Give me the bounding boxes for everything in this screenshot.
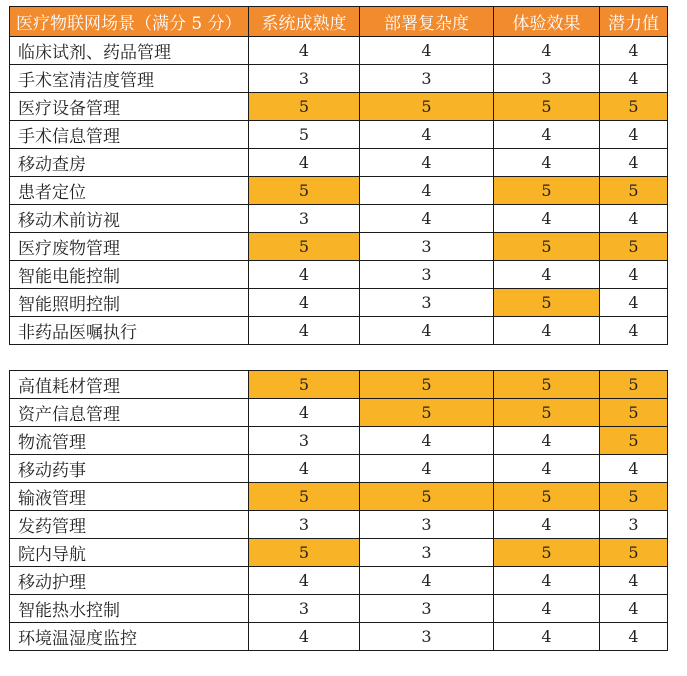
score-cell: 4	[494, 261, 600, 289]
score-cell: 5	[494, 371, 600, 399]
table-row	[10, 511, 668, 539]
table-row	[10, 455, 668, 483]
score-cell: 4	[600, 121, 668, 149]
table-row	[10, 37, 668, 65]
table-top-body	[10, 37, 668, 345]
score-cell: 4	[249, 399, 360, 427]
scenario-name-cell: 智能照明控制	[10, 289, 249, 317]
score-cell: 5	[494, 483, 600, 511]
scenario-name-cell: 医疗设备管理	[10, 93, 249, 121]
score-cell: 3	[249, 65, 360, 93]
scenario-name-cell: 移动术前访视	[10, 205, 249, 233]
score-cell: 5	[360, 399, 494, 427]
score-cell: 5	[249, 371, 360, 399]
score-cell: 5	[494, 177, 600, 205]
header-experience: 体验效果	[494, 7, 600, 37]
scenario-table-bottom	[9, 370, 668, 651]
score-cell: 4	[360, 149, 494, 177]
score-cell: 3	[360, 289, 494, 317]
score-cell: 5	[494, 399, 600, 427]
score-cell: 5	[249, 121, 360, 149]
table-row	[10, 93, 668, 121]
score-cell: 4	[494, 317, 600, 345]
score-cell: 5	[249, 93, 360, 121]
table-row	[10, 371, 668, 399]
scenario-name-cell: 资产信息管理	[10, 399, 249, 427]
scenario-name-cell: 医疗废物管理	[10, 233, 249, 261]
table-row	[10, 539, 668, 567]
score-cell: 5	[600, 539, 668, 567]
scenario-name-cell: 非药品医嘱执行	[10, 317, 249, 345]
table-row	[10, 177, 668, 205]
score-cell: 4	[360, 317, 494, 345]
score-cell: 5	[360, 371, 494, 399]
score-cell: 5	[600, 371, 668, 399]
score-cell: 4	[600, 317, 668, 345]
score-cell: 5	[249, 233, 360, 261]
table-row	[10, 261, 668, 289]
score-cell: 5	[494, 289, 600, 317]
score-cell: 4	[360, 177, 494, 205]
score-cell: 5	[249, 177, 360, 205]
score-cell: 4	[600, 205, 668, 233]
header-potential: 潜力值	[600, 7, 668, 37]
scenario-name-cell: 智能电能控制	[10, 261, 249, 289]
score-cell: 5	[249, 539, 360, 567]
score-cell: 4	[600, 37, 668, 65]
score-cell: 4	[494, 623, 600, 651]
scenario-name-cell: 移动药事	[10, 455, 249, 483]
table-row	[10, 567, 668, 595]
scenario-name-cell: 智能热水控制	[10, 595, 249, 623]
score-cell: 4	[249, 455, 360, 483]
score-cell: 5	[249, 483, 360, 511]
score-cell: 4	[494, 121, 600, 149]
score-cell: 4	[360, 427, 494, 455]
scenario-name-cell: 移动护理	[10, 567, 249, 595]
score-cell: 4	[494, 511, 600, 539]
header-row	[10, 7, 668, 37]
table-row	[10, 595, 668, 623]
score-cell: 3	[360, 511, 494, 539]
table-row	[10, 121, 668, 149]
table-bottom-body	[10, 371, 668, 651]
score-cell: 4	[494, 567, 600, 595]
score-cell: 4	[494, 595, 600, 623]
score-cell: 5	[600, 427, 668, 455]
scenario-name-cell: 环境温湿度监控	[10, 623, 249, 651]
score-cell: 4	[249, 37, 360, 65]
scenario-name-cell: 物流管理	[10, 427, 249, 455]
score-cell: 3	[249, 595, 360, 623]
scenario-name-cell: 发药管理	[10, 511, 249, 539]
header-complexity: 部署复杂度	[360, 7, 494, 37]
scenario-name-cell: 输液管理	[10, 483, 249, 511]
score-cell: 5	[360, 483, 494, 511]
score-cell: 3	[360, 65, 494, 93]
score-cell: 4	[600, 595, 668, 623]
score-cell: 4	[360, 455, 494, 483]
scenario-name-cell: 手术信息管理	[10, 121, 249, 149]
table-row	[10, 289, 668, 317]
table-row	[10, 427, 668, 455]
score-cell: 5	[600, 483, 668, 511]
score-cell: 4	[494, 205, 600, 233]
score-cell: 4	[494, 37, 600, 65]
score-cell: 3	[494, 65, 600, 93]
score-cell: 4	[600, 149, 668, 177]
score-cell: 4	[600, 289, 668, 317]
table-row	[10, 149, 668, 177]
score-cell: 5	[360, 93, 494, 121]
score-cell: 4	[360, 567, 494, 595]
score-cell: 3	[249, 511, 360, 539]
score-cell: 5	[600, 177, 668, 205]
score-cell: 4	[360, 121, 494, 149]
scenario-table-top	[9, 6, 668, 345]
scenario-name-cell: 患者定位	[10, 177, 249, 205]
score-cell: 4	[600, 261, 668, 289]
score-cell: 4	[249, 289, 360, 317]
score-cell: 4	[600, 65, 668, 93]
score-cell: 3	[600, 511, 668, 539]
score-cell: 3	[360, 233, 494, 261]
score-cell: 5	[600, 399, 668, 427]
score-cell: 5	[494, 93, 600, 121]
scenario-name-cell: 移动查房	[10, 149, 249, 177]
header-maturity: 系统成熟度	[249, 7, 360, 37]
score-cell: 4	[249, 317, 360, 345]
score-cell: 5	[494, 539, 600, 567]
score-cell: 4	[600, 455, 668, 483]
scenario-name-cell: 高值耗材管理	[10, 371, 249, 399]
table-row	[10, 317, 668, 345]
score-cell: 4	[600, 623, 668, 651]
score-cell: 4	[249, 261, 360, 289]
score-cell: 4	[494, 149, 600, 177]
header-scenario: 医疗物联网场景（满分 5 分）	[10, 7, 249, 37]
table-row	[10, 623, 668, 651]
score-cell: 4	[494, 427, 600, 455]
score-cell: 4	[249, 149, 360, 177]
scenario-name-cell: 临床试剂、药品管理	[10, 37, 249, 65]
score-cell: 4	[249, 623, 360, 651]
score-cell: 5	[600, 93, 668, 121]
scenario-name-cell: 院内导航	[10, 539, 249, 567]
score-cell: 4	[494, 455, 600, 483]
score-cell: 4	[360, 37, 494, 65]
table-row	[10, 233, 668, 261]
score-cell: 3	[249, 205, 360, 233]
score-cell: 4	[360, 205, 494, 233]
score-cell: 3	[249, 427, 360, 455]
score-cell: 5	[600, 233, 668, 261]
score-cell: 3	[360, 539, 494, 567]
score-cell: 3	[360, 595, 494, 623]
score-cell: 3	[360, 261, 494, 289]
table-row	[10, 205, 668, 233]
table-row	[10, 65, 668, 93]
scenario-name-cell: 手术室清洁度管理	[10, 65, 249, 93]
score-cell: 4	[600, 567, 668, 595]
score-cell: 4	[249, 567, 360, 595]
table-row	[10, 399, 668, 427]
score-cell: 3	[360, 623, 494, 651]
score-cell: 5	[494, 233, 600, 261]
table-row	[10, 483, 668, 511]
